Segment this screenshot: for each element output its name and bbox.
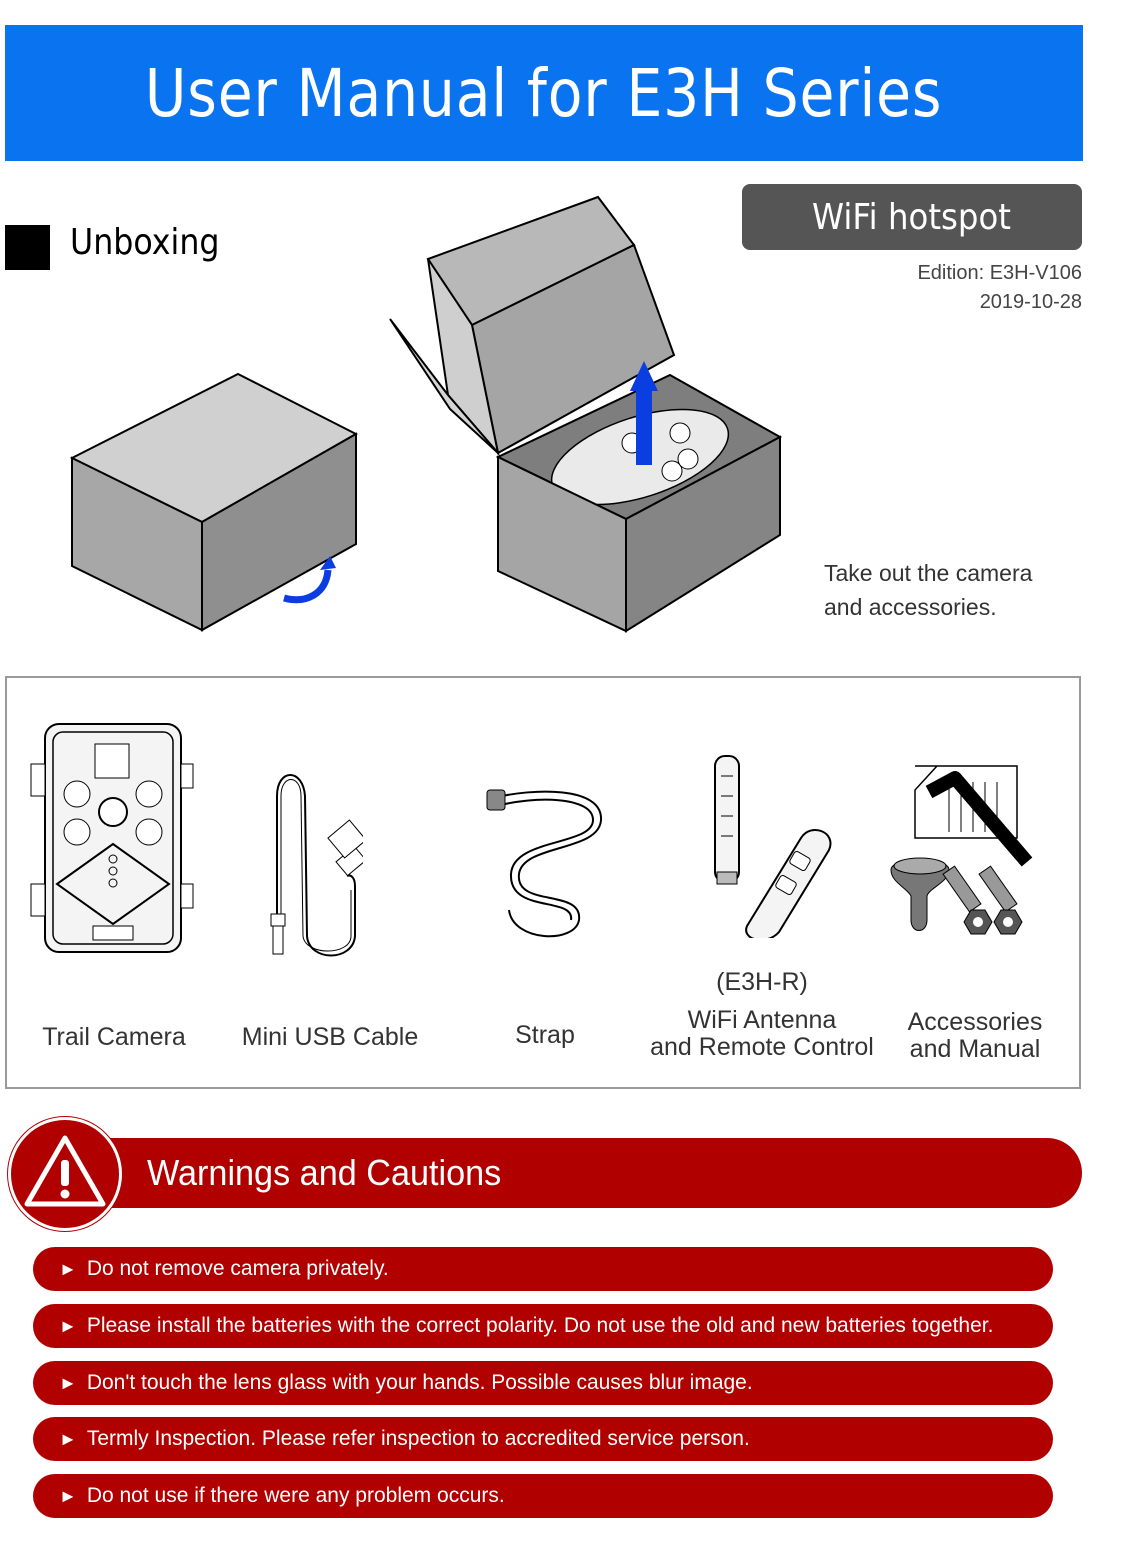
strap-icon <box>483 778 613 948</box>
wifi-hotspot-label: WiFi hotspot <box>812 196 1012 238</box>
page-title: User Manual for E3H Series <box>145 54 943 132</box>
warning-text: Termly Inspection. Please refer inspection to accredited service person. <box>86 1427 750 1450</box>
warning-item <box>33 1304 1053 1348</box>
accessory-label-usb-cable: Mini USB Cable <box>241 1023 419 1051</box>
warning-text: Don't touch the lens glass with your hands. Possible causes blur image. <box>86 1371 753 1394</box>
warning-item <box>33 1474 1053 1518</box>
closed-box-icon <box>70 372 360 634</box>
usb-cable-icon <box>263 766 363 962</box>
warning-text: Do not remove camera privately. <box>86 1257 389 1280</box>
accessories-panel <box>5 676 1081 1089</box>
accessory-label-manual: and Manual <box>909 1035 1041 1063</box>
accessories-manual-icon <box>889 762 1039 948</box>
instruction-line-2: and accessories. <box>824 594 997 620</box>
open-box-icon <box>388 195 788 633</box>
edition-date: 2019-10-28 <box>979 291 1082 313</box>
section-marker <box>5 225 50 270</box>
bullet-arrow-icon: ► <box>59 1258 77 1279</box>
warning-item <box>33 1417 1053 1461</box>
bullet-arrow-icon: ► <box>59 1315 77 1336</box>
warning-badge <box>8 1117 122 1231</box>
section-title: Unboxing <box>70 222 220 263</box>
bullet-arrow-icon: ► <box>59 1485 77 1506</box>
instruction-line-1: Take out the camera <box>824 560 1033 586</box>
accessory-label-strap: Strap <box>515 1021 575 1049</box>
wifi-hotspot-badge <box>742 184 1082 250</box>
title-banner <box>5 25 1083 161</box>
warnings-title: Warnings and Cautions <box>147 1152 502 1193</box>
edition-number: Edition: E3H-V106 <box>917 262 1082 284</box>
antenna-remote-icon <box>707 746 847 938</box>
accessory-label-antenna: WiFi Antenna <box>687 1006 837 1034</box>
unboxing-instruction <box>824 556 1032 624</box>
accessory-label-remote: and Remote Control <box>650 1033 874 1061</box>
warning-triangle-icon <box>11 1120 119 1228</box>
accessory-label-trail-camera: Trail Camera <box>42 1023 186 1051</box>
warning-item <box>33 1361 1053 1405</box>
warning-text: Please install the batteries with the correct polarity. Do not use the old and new batteries together. <box>86 1314 994 1337</box>
bullet-arrow-icon: ► <box>59 1372 77 1393</box>
warning-item <box>33 1247 1053 1291</box>
trail-camera-icon <box>27 714 197 954</box>
bullet-arrow-icon: ► <box>59 1428 77 1449</box>
warning-text: Do not use if there were any problem occurs. <box>86 1484 505 1507</box>
accessory-model-e3h-r: (E3H-R) <box>716 968 808 996</box>
accessory-label-accessories: Accessories <box>907 1008 1043 1036</box>
